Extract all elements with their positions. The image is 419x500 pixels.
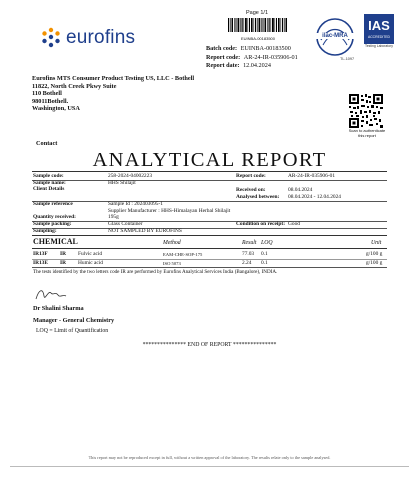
lab-address-line-4: Washington, USA [32,105,80,113]
col-chemical-header: CHEMICAL [33,237,78,246]
report-date-label: Report date: [206,62,240,70]
info-report-code-label: Report code: [236,173,266,179]
eurofins-logo [40,26,150,50]
lab-address-line-1: 11822, North Creek Pkwy Suite [32,82,117,90]
report-meta [206,45,298,71]
batch-code-value: EUINBA-00183500 [240,45,291,52]
qr-code[interactable] [349,94,383,128]
divider-table-bottom [32,267,387,268]
eurofins-logo-text: eurofins [66,27,136,48]
received-on-value: 08.04.2024 [288,187,313,193]
row-2-code: IR13E [33,260,48,266]
barcode-number: EUINBA-00183500 [240,36,276,41]
divider-quantity [32,221,387,222]
table-footnote: The tests identified by the two letters code IR are performed by Eurofins Analytical Services India (Bangalore), INDIA. [33,269,278,275]
row-1-result: 77.03 [242,251,255,257]
row-1-method: EAM-CHE-SOP-175 [163,251,203,257]
info-report-code-value: AR-24-IR-035906-01 [288,173,336,179]
end-of-report: *************** END OF REPORT *************** [142,342,277,348]
divider-table-header [32,248,387,249]
divider-top [32,171,387,172]
row-1-code: IR13F [33,251,48,257]
lab-address-line-2: 110 Bothell [32,90,62,98]
row-2-result: 2.24 [242,260,252,266]
row-2-name: Humic acid [78,260,103,266]
col-method-header: Method [163,240,181,246]
sample-code-label: Sample code: [33,173,64,179]
row-1-loq: 0.1 [261,251,268,257]
qr-caption-line-2: this report [358,132,376,138]
eurofins-dots-icon [40,27,62,49]
row-1-name: Fulvic acid [78,251,103,257]
sample-reference-label: Sample reference [33,201,73,207]
qr-caption [339,129,395,139]
ias-logo [364,14,394,64]
condition-label: Condition on receipt: [236,221,286,227]
report-code-value: AR-24-IR-035906-01 [243,53,298,61]
divider-sampling [32,235,387,236]
divider-client [32,201,387,202]
row-2-method: ISO 5073 [163,260,181,266]
ilac-text: ilac-MRA [314,33,356,39]
row-2-loq: 0.1 [261,260,268,266]
barcode [228,18,288,41]
divider-packing [32,228,387,229]
report-title: ANALYTICAL REPORT [92,149,327,171]
quantity-received-label: Quantity received: [33,214,76,220]
report-date-value: 12.04.2024 [243,62,271,70]
footer-divider [10,466,409,467]
ias-badge [364,14,394,44]
loq-note: LOQ = Limit of Quantification [36,328,109,334]
sample-code-value: 258-2024-04002223 [108,173,153,179]
ias-subtext: Testing Laboratory [365,44,393,48]
divider-sample-code [32,180,387,181]
client-details-label: Client Details [33,186,65,192]
sample-name-value: HHS Shilajit [108,180,136,186]
condition-value: Good [288,221,300,227]
signatory-role: Manager - General Chemistry [33,317,115,324]
contact-label: Contact [36,140,58,147]
analysed-between-value: 08.04.2024 - 12.04.2024 [288,194,342,200]
received-on-label: Received on: [236,187,266,193]
ias-accredited-text: ACCREDITED [367,35,391,39]
signatory-name: Dr Shalini Sharma [33,305,84,312]
supplier-value: Supplier Manufacturer : HHS-Himalayan Herbal Shilajit [108,207,231,214]
report-code-label: Report code: [206,53,241,61]
sample-packing-label: Sample packing: [33,221,72,227]
footer-disclaimer: This report may not be reproduced except in full, without a written approval of the laboratory. The results relate only to the sample analysed. [88,455,331,460]
quantity-received-value: 195g [108,214,119,220]
lab-address-line-3: 98011Bothell. [32,97,69,105]
sampling-label: Sampling: [33,228,57,234]
sample-name-label: Sample name: [33,180,66,186]
ias-text: IAS [368,18,390,33]
row-2-unit: g/100 g [366,260,383,266]
ilac-mra-logo [314,16,356,58]
sample-packing-value: Glass Container [108,221,143,227]
batch-code-label: Batch code: [206,45,238,52]
row-1-unit: g/100 g [366,251,383,257]
row-2-lab: IR [60,260,66,266]
lab-address [32,75,194,113]
col-loq-header: LOQ [261,240,273,246]
col-unit-header: Unit [371,240,382,246]
analysed-between-label: Analysed between: [236,194,280,200]
page-number: Page 1/1 [246,10,269,16]
row-1-lab: IR [60,251,66,257]
lab-name: Eurofins MTS Consumer Product Testing US, LLC - Bothell [32,75,195,82]
col-result-header: Result [242,240,257,246]
sampling-value: NOT SAMPLED BY EUROFINS [108,228,182,234]
qr-caption-line-1: Scan to authenticate [348,128,386,133]
sample-reference-value: Sample Id : 202403095-1 [108,201,163,207]
ias-code: TL-1097 [340,57,355,61]
